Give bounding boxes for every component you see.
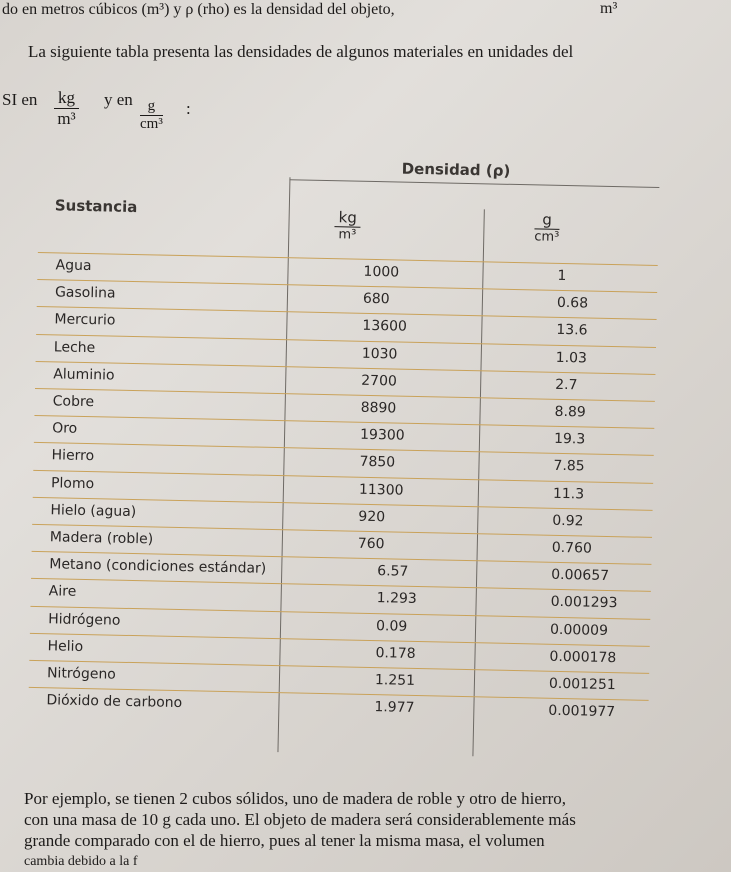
cell-substance: Oro — [52, 420, 78, 438]
fraction-numerator: kg — [334, 208, 361, 228]
cell-density-kg-m3: 19300 — [359, 426, 405, 444]
cell-substance: Metano (condiciones estándar) — [49, 556, 267, 578]
cell-density-kg-m3: 7850 — [359, 454, 396, 471]
cell-density-g-cm3: 1.03 — [555, 349, 588, 367]
cell-substance: Gasolina — [54, 284, 116, 302]
fraction-numerator: g — [140, 98, 163, 116]
column-divider-2 — [472, 209, 484, 756]
column-header-g-cm3 — [534, 210, 560, 245]
fraction-numerator: g — [534, 210, 559, 230]
density-table — [27, 150, 679, 763]
cell-substance: Plomo — [50, 474, 95, 492]
cell-substance: Hidrógeno — [48, 610, 121, 629]
cell-density-g-cm3: 0.00009 — [549, 621, 609, 639]
cell-density-kg-m3: 1.293 — [376, 590, 417, 608]
cell-density-g-cm3: 8.89 — [554, 403, 586, 421]
cell-density-g-cm3: 0.00657 — [551, 566, 610, 585]
cell-substance: Agua — [55, 257, 92, 275]
cell-density-kg-m3: 1.977 — [374, 699, 415, 717]
cell-substance: Dióxido de carbono — [46, 692, 183, 712]
cell-density-kg-m3: 1.251 — [374, 672, 416, 689]
cell-substance: Nitrógeno — [46, 665, 117, 683]
intro-si-en: SI en — [2, 90, 38, 109]
cell-density-kg-m3: 13600 — [362, 318, 408, 336]
cell-density-kg-m3: 11300 — [358, 481, 404, 499]
cell-density-kg-m3: 6.57 — [377, 563, 409, 580]
intro-y-en: y en — [104, 90, 133, 109]
unit-fraction-g-cm3 — [140, 98, 163, 133]
footer-line-1: Por ejemplo, se tienen 2 cubos sólidos, uno de madera de roble y otro de hierro, — [24, 789, 566, 808]
column-header-kg-m3 — [334, 208, 361, 243]
intro-colon: : — [186, 99, 191, 118]
cell-density-g-cm3: 1 — [557, 267, 567, 285]
cell-substance: Hielo (agua) — [50, 502, 137, 520]
footer-line-4: cambia debido a la f — [24, 854, 138, 869]
fraction-denominator: m³ — [338, 227, 357, 243]
fraction-numerator: kg — [54, 88, 79, 109]
cell-substance: Helio — [47, 638, 84, 655]
cell-density-g-cm3: 0.68 — [556, 295, 589, 312]
table-title: Densidad (ρ) — [401, 159, 511, 180]
cell-substance: Hierro — [51, 447, 95, 465]
cell-density-g-cm3: 0.001251 — [548, 675, 616, 694]
table-header-rule — [289, 179, 659, 188]
intro-paragraph-line-1: La siguiente tabla presenta las densidades de algunos materiales en unidades del — [28, 42, 574, 61]
cell-density-g-cm3: 19.3 — [553, 431, 586, 448]
fraction-denominator: cm³ — [534, 229, 560, 245]
cell-density-g-cm3: 0.001977 — [548, 702, 616, 721]
cell-density-kg-m3: 0.09 — [375, 617, 408, 635]
cell-substance: Madera (roble) — [49, 529, 154, 548]
cell-density-g-cm3: 0.000178 — [549, 648, 617, 666]
footer-line-3: grande comparado con el de hierro, pues al tener la misma masa, el volumen — [24, 831, 545, 850]
cell-substance: Mercurio — [54, 311, 116, 330]
cell-density-kg-m3: 1000 — [363, 263, 400, 281]
cell-density-g-cm3: 7.85 — [553, 458, 585, 475]
fraction-denominator: cm³ — [140, 116, 163, 132]
cell-density-kg-m3: 0.178 — [375, 644, 416, 662]
cell-density-kg-m3: 1030 — [361, 345, 398, 363]
cell-substance: Aire — [48, 583, 77, 601]
top-right-unit: m³ — [600, 0, 618, 17]
column-header-substance: Sustancia — [54, 196, 138, 217]
cell-density-g-cm3: 0.760 — [551, 539, 593, 557]
cell-substance: Aluminio — [53, 366, 115, 384]
cell-density-kg-m3: 920 — [358, 508, 386, 526]
intro-paragraph-line-2 — [2, 90, 37, 110]
cell-density-kg-m3: 8890 — [360, 399, 397, 417]
cell-density-kg-m3: 2700 — [361, 372, 398, 390]
fraction-denominator: m³ — [57, 109, 76, 128]
cell-density-g-cm3: 0.92 — [552, 512, 584, 530]
cell-density-g-cm3: 2.7 — [555, 376, 578, 394]
footer-paragraph — [24, 788, 724, 872]
cell-density-g-cm3: 13.6 — [556, 322, 588, 339]
row-rule — [38, 252, 658, 266]
cell-density-g-cm3: 0.001293 — [550, 594, 618, 612]
cell-substance: Cobre — [52, 393, 95, 411]
cell-density-g-cm3: 11.3 — [552, 485, 585, 503]
top-text-line: do en metros cúbicos (m³) y ρ (rho) es la densidad del objeto, — [2, 1, 395, 18]
cell-density-kg-m3: 760 — [357, 535, 385, 553]
unit-fraction-kg-m3 — [54, 88, 79, 129]
cell-density-kg-m3: 680 — [362, 290, 390, 308]
cell-substance: Leche — [53, 338, 96, 356]
footer-line-2: con una masa de 10 g cada uno. El objeto de madera será considerablemente más — [24, 810, 576, 829]
